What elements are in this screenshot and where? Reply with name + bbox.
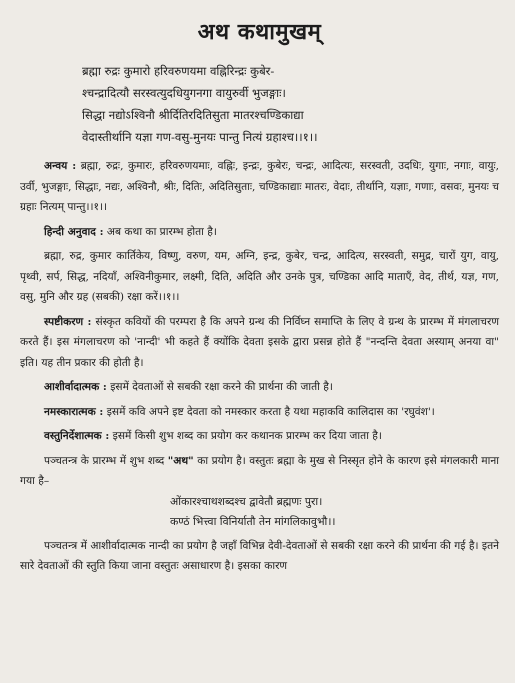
vastunirdeshatmak-text: इसमें किसी शुभ शब्द का प्रयोग कर कथानक प्रारम्भ कर दिया जाता है। xyxy=(112,430,382,442)
namaskaratmak-text: इसमें कवि अपने इष्ट देवता को नमस्कार करता है यथा महाकवि कालिदास का 'रघुवंश'। xyxy=(106,405,435,418)
panchatantra-post: का प्रयोग है। वस्तुतः ब्रह्मा के मुख से निस्सृत होने के कारण इसे मंगलकारी माना गया है– xyxy=(20,454,499,487)
hindi-label: हिन्दी अनुवाद : xyxy=(44,225,104,238)
vastunirdeshatmak-label: वस्तुनिर्देशात्मक : xyxy=(44,430,110,442)
ashirvadatmak-text: इसमें देवताओं से सबकी रक्षा करने की प्रार्थना की जाती है। xyxy=(110,381,333,393)
panchatantra-pre: पञ्चतन्त्र के प्रारम्भ में शुभ शब्द xyxy=(44,454,168,467)
vastunirdeshatmak-paragraph xyxy=(20,426,499,447)
hindi-heading xyxy=(20,222,499,243)
verse-line: सिद्धा नद्योऽश्विनौ श्रीर्दितिरदितिसुता मातरश्चण्डिकाद्या xyxy=(82,108,304,122)
final-paragraph: पञ्चतन्त्र में आशीर्वादात्मक नान्दी का प्रयोग है जहाँ विभिन्न देवी-देवताओं से सबकी रक्षा करने की प्रार्थना की गई है। इतने सारे देवताओं की स्तुति किया जाना वस्तुतः असाधारण है। इसका कारण xyxy=(20,539,499,572)
verse-line: श्चन्द्रादित्यौ सरस्वत्युदधियुगनगा वायुरुर्वी भुजङ्गाः। xyxy=(82,86,286,100)
page-title: अथ कथामुखम् xyxy=(197,19,322,45)
panchatantra-paragraph xyxy=(20,451,499,492)
spashtikaran-paragraph xyxy=(20,312,499,374)
atha-word: "अथ" xyxy=(167,454,194,467)
quote-line: कण्ठं भित्त्वा विनिर्यातौ तेन मांगलिकावुभौ।। xyxy=(170,514,336,528)
anvaya-label: अन्वय : xyxy=(44,160,77,172)
hindi-text: अब कथा का प्रारम्भ होता है। xyxy=(106,225,217,238)
verse-line: वेदास्तीर्थानि यज्ञा गण-वसु-मुनयः पान्तु नित्यं ग्रहाश्च।।१।। xyxy=(82,130,318,144)
anvaya-paragraph xyxy=(20,156,499,218)
quote-line: ओंकारश्चाथशब्दश्च द्वावेतौ ब्रह्मणः पुरा। xyxy=(170,494,323,508)
spashtikaran-text: संस्कृत कवियों की परम्परा है कि अपने ग्रन्थ की निर्विघ्न समाप्ति के लिए वे ग्रन्थ के प्रारम्भ में मंगलाचरण करते हैं। इस मंगलाचरण को 'नान्दी' भी कहते हैं क्योंकि देवता इसके द्वारा प्रसन्न होते हैं "नन्दन्ति देवता अस्याम् अनया वा" इति। यह तीन प्रकार की होती है। xyxy=(20,315,500,369)
ashirvadatmak-paragraph xyxy=(20,377,499,398)
spashtikaran-label: स्पष्टीकरण : xyxy=(44,315,92,328)
ashirvadatmak-label: आशीर्वादात्मक : xyxy=(44,381,107,393)
quote-block xyxy=(20,492,499,532)
verse-line: ब्रह्मा रुद्रः कुमारो हरिवरुणयमा वह्निरिन्द्रः कुबेर- xyxy=(82,64,275,78)
verse-block xyxy=(20,60,499,148)
namaskaratmak-paragraph xyxy=(20,402,499,423)
anvaya-text: ब्रह्मा, रुद्रः, कुमारः, हरिवरुणयमाः, वह्निः, इन्द्रः, कुबेरः, चन्द्रः, आदित्यः, सरस्वती, उदधिः, युगाः, नगाः, वायुः, उर्वी, भुजङ्गाः, सिद्धाः, नद्यः, अश्विनौ, श्रीः, दितिः, अदितिसुताः, चण्डिकाद्याः मातरः, वेदाः, तीर्थानि, यज्ञाः, गणाः, वसवः, मुनयः च ग्रहाः नित्यम् पान्तु।।१।। xyxy=(20,160,499,213)
hindi-translation: ब्रह्मा, रुद्र, कुमार कार्तिकेय, विष्णु, वरुण, यम, अग्नि, इन्द्र, कुबेर, चन्द्र, आदित्य, सरस्वती, समुद्र, चारों युग, वायु, पृथ्वी, सर्प, सिद्ध, नदियाँ, अश्विनीकुमार, लक्ष्मी, दिति, अदिति और उनके पुत्र, चण्डिका आदि माताएँ, वेद, तीर्थ, यज्ञ, गण, वसु, मुनि और ग्रह (सबकी) रक्षा करें।।१।। xyxy=(20,250,499,303)
namaskaratmak-label: नमस्कारात्मक : xyxy=(44,405,104,418)
